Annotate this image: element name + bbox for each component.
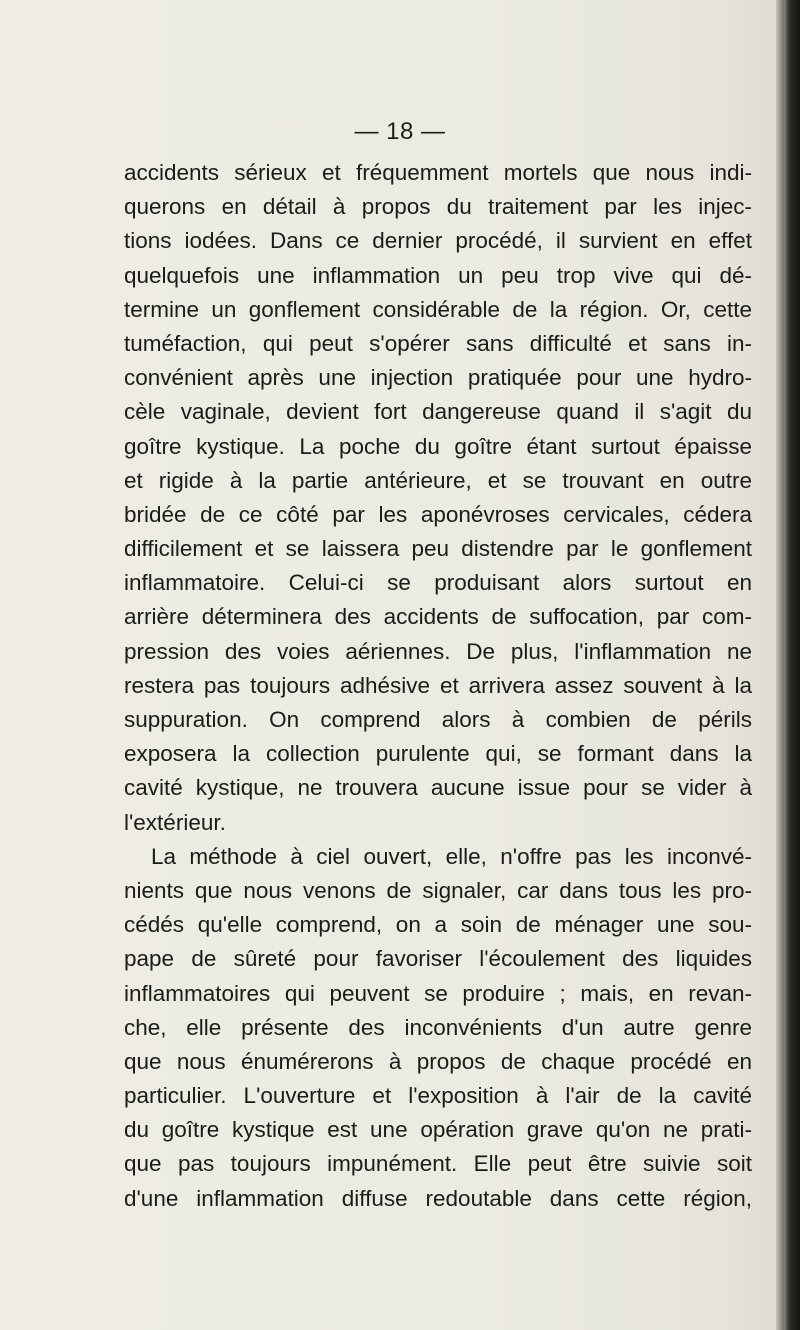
text-line: convénient après une injection pratiquée pour une hydro- <box>124 365 752 391</box>
text-line: restera pas toujours adhésive et arrivera assez souvent à la <box>124 672 752 698</box>
body-text <box>124 156 752 1216</box>
text-line: inflammatoire. Celui-ci se produisant alors surtout en <box>124 570 752 596</box>
text-line: pape de sûreté pour favoriser l'écoulement des liquides <box>124 946 752 972</box>
text-line: accidents sérieux et fréquemment mortels que nous indi- <box>124 160 752 185</box>
text-line: cèle vaginale, devient fort dangereuse quand il s'agit du <box>124 399 752 425</box>
text-line: quelquefois une inflammation un peu trop vive qui dé- <box>124 262 752 288</box>
page-binding-edge <box>776 0 800 1330</box>
text-line: inflammatoires qui peuvent se produire ; mais, en revan- <box>124 980 752 1006</box>
text-line: que nous énumérerons à propos de chaque procédé en <box>124 1048 752 1074</box>
text-line: pression des voies aériennes. De plus, l'inflammation ne <box>124 638 752 664</box>
text-line: particulier. L'ouverture et l'exposition à l'air de la cavité <box>124 1083 752 1109</box>
paragraph-2 <box>124 840 752 1216</box>
text-line: que pas toujours impunément. Elle peut être suivie soit <box>124 1151 752 1177</box>
page-number: — 18 — <box>354 118 446 145</box>
text-line: querons en détail à propos du traitement par les injec- <box>124 194 752 220</box>
text-line: cavité kystique, ne trouvera aucune issue pour se vider à <box>124 775 752 801</box>
text-line: arrière déterminera des accidents de suffocation, par com- <box>124 604 752 630</box>
text-line: et rigide à la partie antérieure, et se trouvant en outre <box>124 467 752 493</box>
text-line: termine un gonflement considérable de la région. Or, cette <box>124 296 752 322</box>
text-line: goître kystique. La poche du goître étant surtout épaisse <box>124 433 752 459</box>
text-line: tions iodées. Dans ce dernier procédé, il survient en effet <box>124 228 752 254</box>
text-line: du goître kystique est une opération grave qu'on ne prati- <box>124 1117 752 1143</box>
text-line: suppuration. On comprend alors à combien de périls <box>124 707 752 732</box>
text-line: exposera la collection purulente qui, se formant dans la <box>124 741 752 767</box>
text-line: La méthode à ciel ouvert, elle, n'offre pas les inconvé- <box>151 843 752 869</box>
text-line: l'extérieur. <box>124 809 226 835</box>
text-line: bridée de ce côté par les aponévroses cervicales, cédera <box>124 501 752 527</box>
text-line: nients que nous venons de signaler, car dans tous les pro- <box>124 877 752 903</box>
text-line: d'une inflammation diffuse redoutable dans cette région, <box>124 1185 752 1211</box>
page-binding-highlight <box>784 0 786 1330</box>
paragraph-1 <box>124 156 752 840</box>
text-line: tuméfaction, qui peut s'opérer sans difficulté et sans in- <box>124 330 752 356</box>
text-line: che, elle présente des inconvénients d'un autre genre <box>124 1014 752 1040</box>
text-line: cédés qu'elle comprend, on a soin de ménager une sou- <box>124 912 752 938</box>
text-line: difficilement et se laissera peu distendre par le gonflement <box>124 536 752 562</box>
